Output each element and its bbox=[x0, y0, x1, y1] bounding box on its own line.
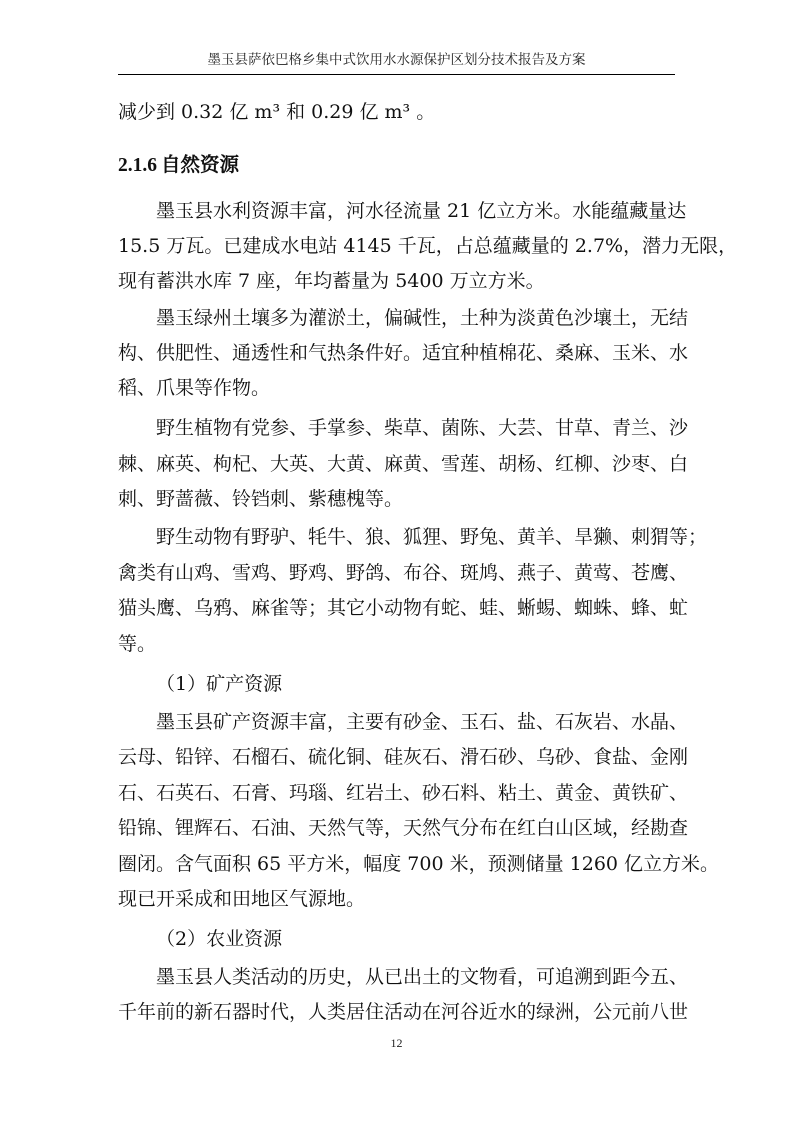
body-line: 猫头鹰、乌鸦、麻雀等；其它小动物有蛇、蛙、蜥蜴、蜘蛛、蜂、虻 bbox=[118, 597, 689, 619]
paragraph-line-first: 墨玉绿州土壤多为灌淤土，偏碱性，土种为淡黄色沙壤土，无结 bbox=[156, 307, 689, 329]
body-line: 等。 bbox=[118, 633, 157, 655]
body-line: 刺、野蔷薇、铃铛刺、紫穗槐等。 bbox=[118, 488, 404, 510]
body-line: 石、石英石、石膏、玛瑙、红岩土、砂石料、粘土、黄金、黄铁矿、 bbox=[118, 782, 689, 804]
paragraph-line-first: 墨玉县矿产资源丰富，主要有砂金、玉石、盐、石灰岩、水晶、 bbox=[156, 711, 689, 733]
paragraph-line-first: 墨玉县水利资源丰富，河水径流量 21 亿立方米。水能蕴藏量达 bbox=[156, 200, 687, 222]
section-number: 2.1.6 bbox=[118, 155, 157, 176]
paragraph-line-first: 野生植物有党参、手掌参、柴草、菌陈、大芸、甘草、青兰、沙 bbox=[156, 417, 689, 439]
body-line: 铅锦、锂辉石、石油、天然气等，天然气分布在红白山区域，经勘查 bbox=[118, 817, 689, 839]
section-heading bbox=[118, 149, 239, 181]
paragraph-line-first: 野生动物有野驴、牦牛、狼、狐狸、野兔、黄羊、旱獭、刺猬等； bbox=[156, 526, 708, 548]
subsection-title: （1）矿产资源 bbox=[156, 673, 283, 695]
subsection-title: （2）农业资源 bbox=[156, 928, 283, 950]
section-title: 自然资源 bbox=[161, 153, 240, 176]
body-line: 圈闭。含气面积 65 平方米，幅度 700 米，预测储量 1260 亿立方米。 bbox=[118, 853, 720, 875]
running-header: 墨玉县萨依巴格乡集中式饮用水水源保护区划分技术报告及方案 bbox=[118, 50, 675, 75]
body-line: 减少到 0.32 亿 m³ 和 0.29 亿 m³ 。 bbox=[118, 101, 436, 123]
page-number: 12 bbox=[390, 1036, 403, 1050]
body-line: 现已开采成和田地区气源地。 bbox=[118, 888, 366, 910]
paragraph-line-first: 墨玉县人类活动的历史，从已出土的文物看，可追溯到距今五、 bbox=[156, 966, 689, 988]
body-line: 15.5 万瓦。已建成水电站 4145 千瓦，占总蕴藏量的 2.7%，潜力无限， bbox=[118, 235, 738, 257]
body-line: 棘、麻英、枸杞、大英、大黄、麻黄、雪莲、胡杨、红柳、沙枣、白 bbox=[118, 453, 689, 475]
body-line: 云母、铅锌、石榴石、硫化铜、硅灰石、滑石砂、乌砂、食盐、金刚 bbox=[118, 746, 689, 768]
body-line: 千年前的新石器时代，人类居住活动在河谷近水的绿洲，公元前八世 bbox=[118, 1001, 689, 1023]
body-line: 禽类有山鸡、雪鸡、野鸡、野鸽、布谷、斑鸠、燕子、黄莺、苍鹰、 bbox=[118, 562, 689, 584]
body-line: 稻、爪果等作物。 bbox=[118, 377, 271, 399]
body-line: 构、供肥性、通透性和气热条件好。适宜种植棉花、桑麻、玉米、水 bbox=[118, 342, 689, 364]
body-line: 现有蓄洪水库 7 座，年均蓄量为 5400 万立方米。 bbox=[118, 270, 545, 292]
